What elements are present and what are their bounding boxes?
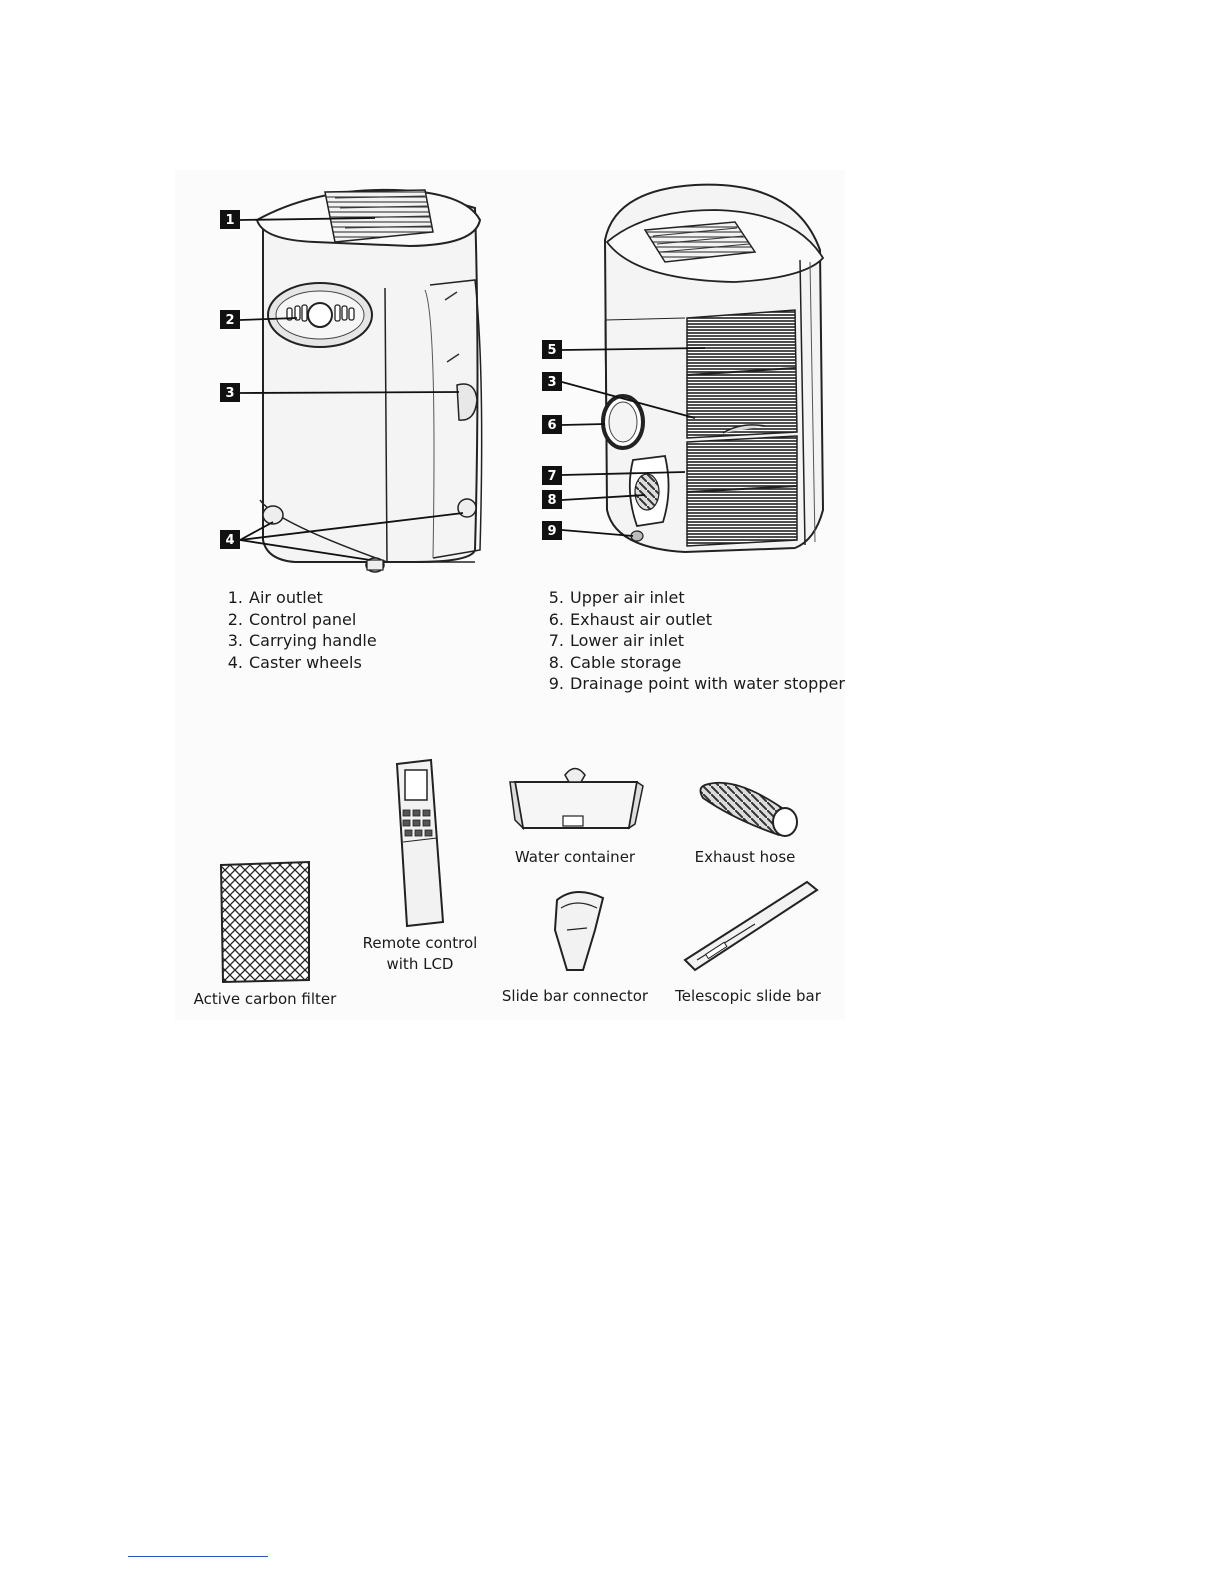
caption-telescopic-slide-bar: Telescopic slide bar	[675, 987, 821, 1005]
legend-number: 8.	[548, 652, 564, 672]
legend-front-parts	[223, 587, 377, 673]
caption-exhaust-hose: Exhaust hose	[694, 848, 796, 866]
footnote-rule	[128, 1556, 268, 1557]
legend-text: Cable storage	[570, 652, 682, 672]
legend-item	[544, 609, 845, 631]
legend-item	[544, 652, 845, 674]
callout-number: 1	[225, 213, 235, 228]
caption-carbon-filter: Active carbon filter	[193, 990, 337, 1008]
caption-remote-line1: Remote control	[362, 934, 478, 952]
caption-water-container: Water container	[514, 848, 636, 866]
legend-item	[223, 652, 377, 674]
legend-item	[544, 587, 845, 609]
legend-number: 7.	[548, 631, 564, 650]
legend-text: Caster wheels	[249, 652, 362, 672]
callout-number: 4	[225, 533, 235, 548]
legend-number: 3.	[227, 631, 243, 650]
legend-text: Air outlet	[249, 588, 323, 607]
legend-item	[544, 630, 845, 652]
product-figure	[175, 170, 845, 1020]
legend-back-parts	[544, 587, 845, 695]
legend-text: Lower air inlet	[570, 631, 685, 650]
caption-slide-connector: Slide bar connector	[501, 987, 649, 1005]
legend-item	[223, 609, 377, 631]
legend-text: Control panel	[249, 609, 357, 629]
callout-number: 3	[225, 386, 235, 401]
slide-connector-drawing	[555, 892, 603, 970]
legend-item	[223, 630, 377, 652]
caption-remote-control	[355, 933, 485, 975]
callout-number: 6	[547, 418, 557, 433]
legend-text: Carrying handle	[249, 631, 377, 650]
legend-text: Drainage point with water stopper	[570, 674, 845, 693]
callout-number: 2	[225, 313, 235, 328]
legend-number: 4.	[227, 652, 243, 672]
legend-number: 6.	[548, 609, 564, 629]
legend-number: 9.	[548, 674, 564, 693]
callout-number: 5	[547, 343, 557, 358]
telescopic-bar-drawing	[685, 882, 817, 970]
exhaust-hose-drawing	[700, 783, 797, 836]
remote-control-drawing	[397, 760, 443, 926]
callout-number: 7	[547, 469, 557, 484]
caption-remote-line2: with LCD	[386, 955, 454, 973]
legend-text: Upper air inlet	[570, 588, 685, 607]
legend-item	[223, 587, 377, 609]
legend-text: Exhaust air outlet	[570, 609, 713, 629]
legend-number: 1.	[227, 588, 243, 607]
callout-number: 8	[547, 493, 557, 508]
callout-number: 9	[547, 524, 557, 539]
legend-number: 5.	[548, 588, 564, 607]
carbon-filter-drawing	[221, 862, 309, 982]
back-unit-drawing	[603, 185, 823, 552]
callout-number: 3	[547, 375, 557, 390]
legend-item	[544, 673, 845, 695]
legend-number: 2.	[227, 609, 243, 629]
water-container-drawing	[510, 769, 643, 829]
